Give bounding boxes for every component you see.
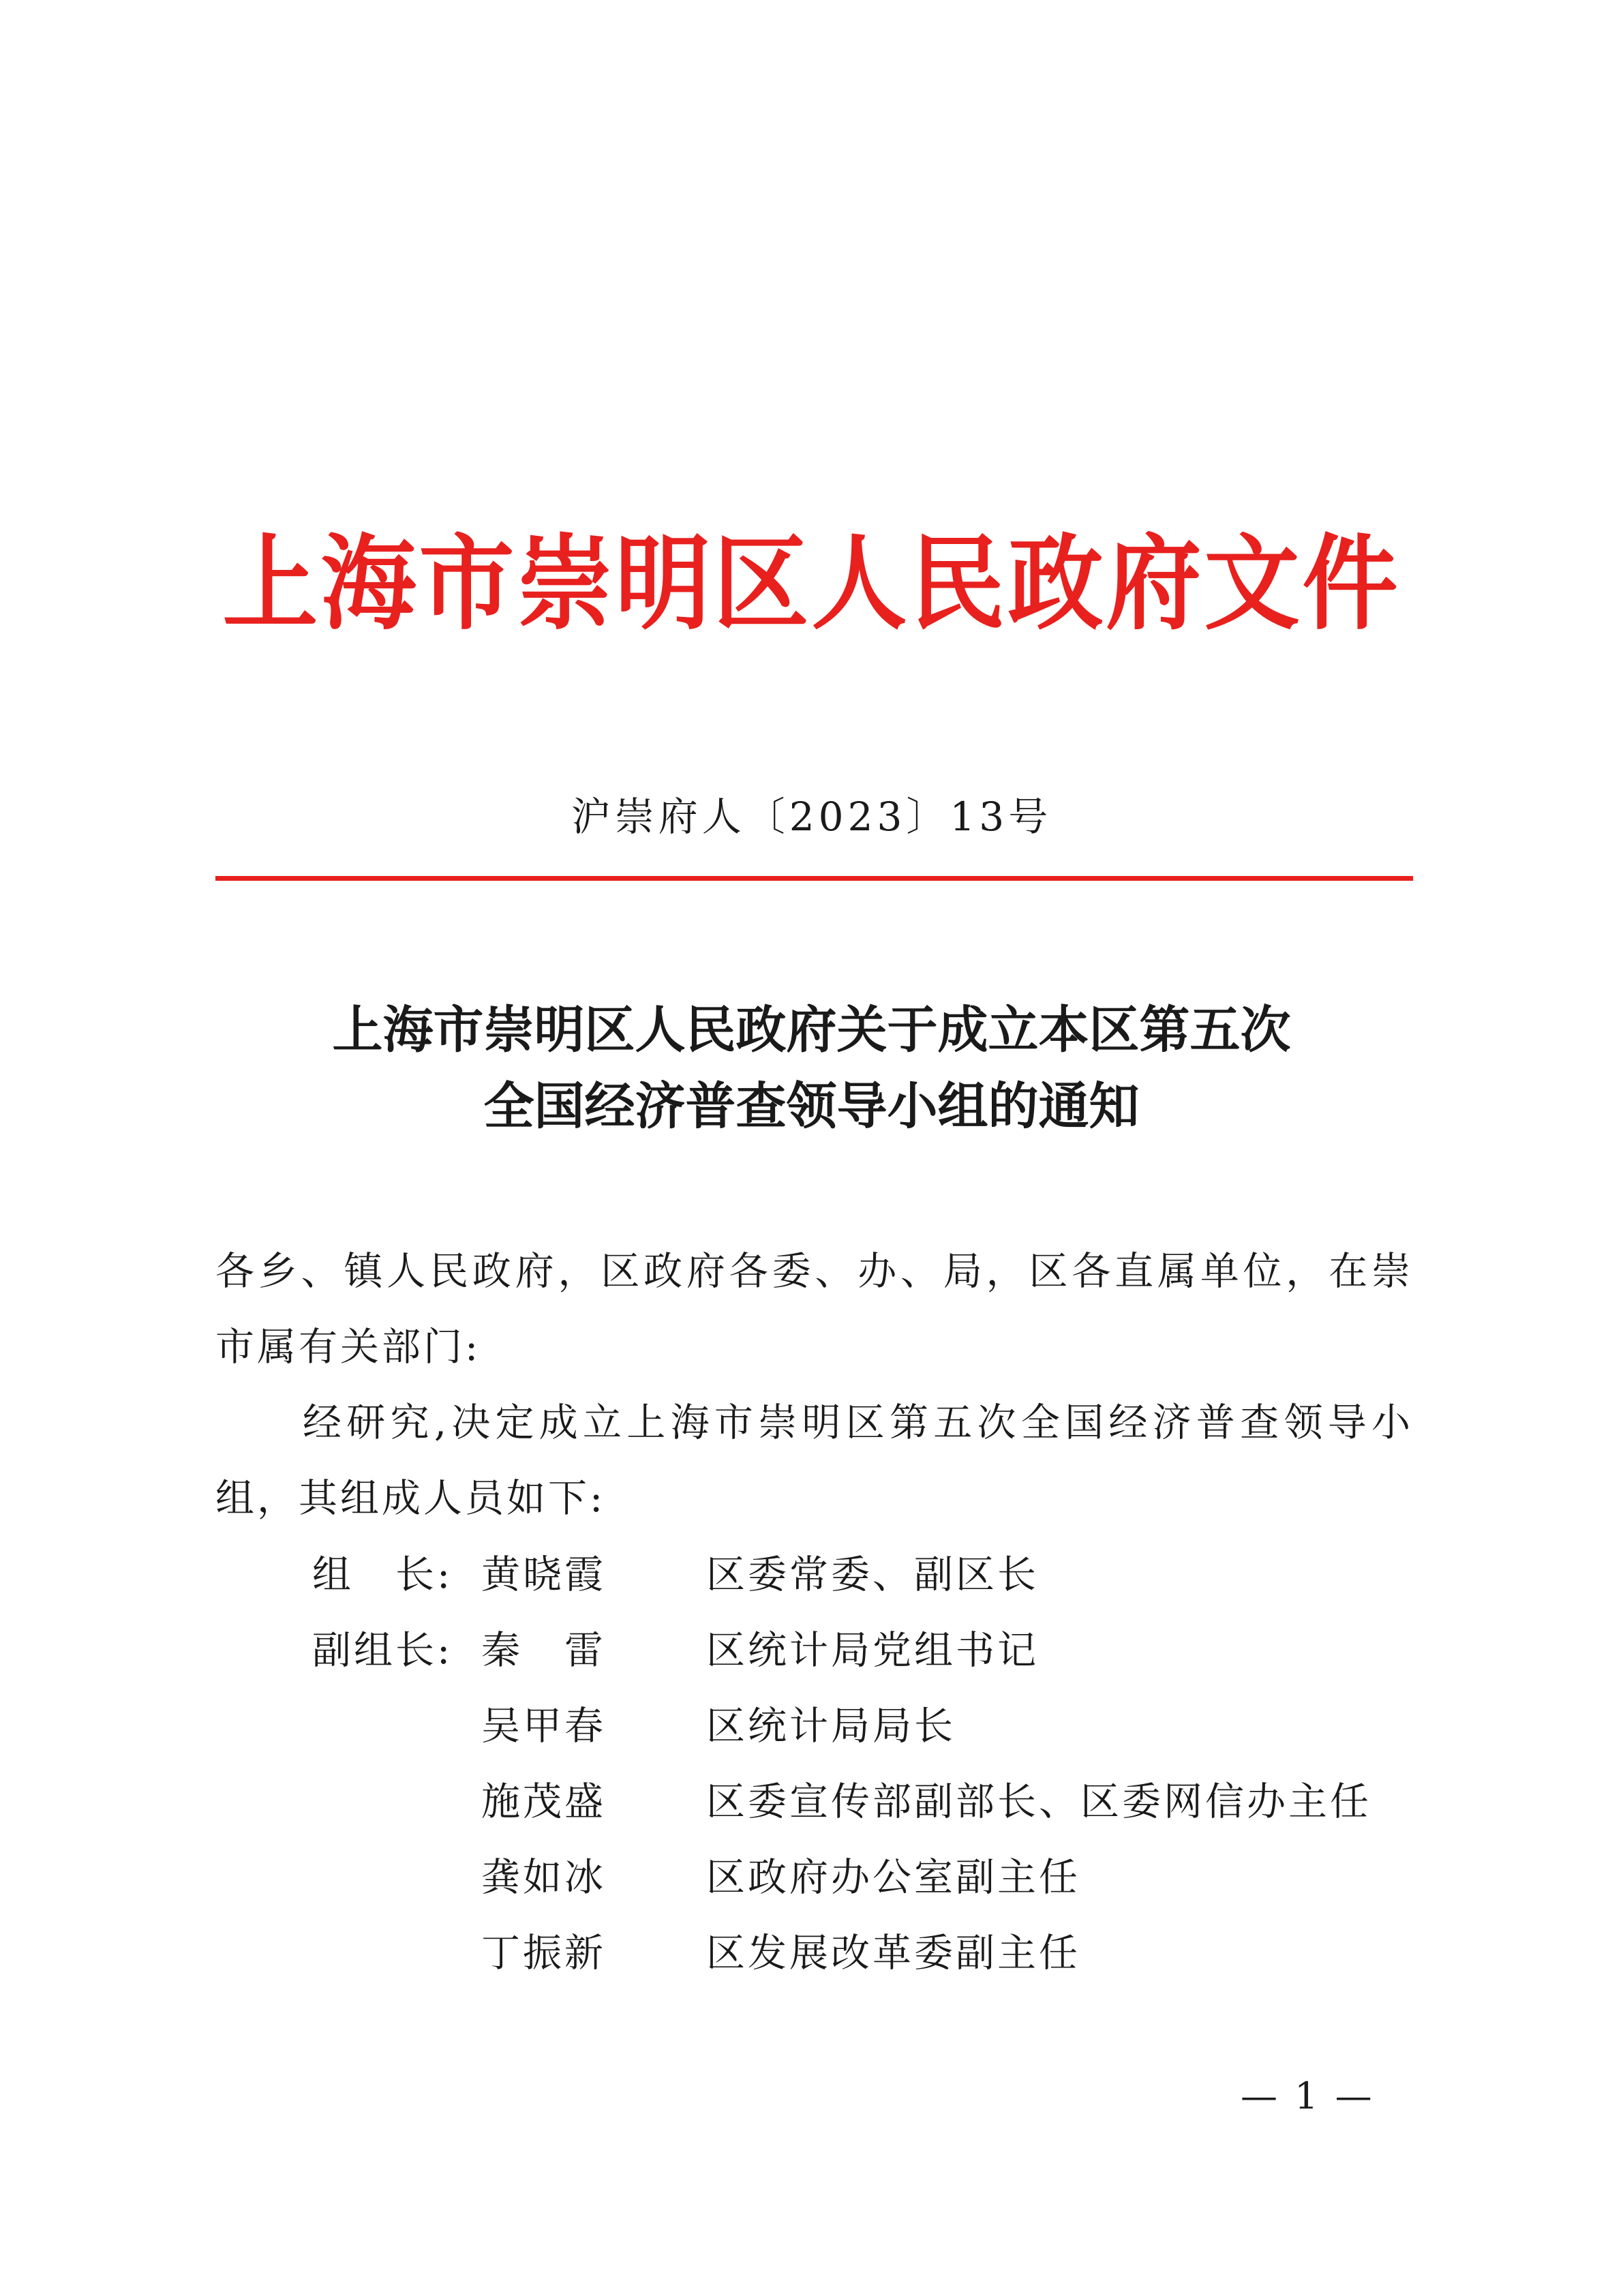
page-number: — 1 — (1241, 2074, 1375, 2117)
member-name: 施茂盛 (481, 1779, 606, 1824)
notice-body (215, 1234, 1413, 1537)
document-number: 沪崇府人〔2023〕13号 (571, 794, 1052, 840)
member-position: 区发展改革委副主任 (706, 1931, 1080, 1976)
member-position: 区统计局党组书记 (706, 1628, 1039, 1673)
member-role: 组 长: (312, 1552, 453, 1597)
member-name: 丁振新 (481, 1931, 606, 1976)
title-line-2: 全国经济普查领导小组的通知 (483, 1077, 1140, 1136)
document-masthead: 上海市崇明区人民政府文件 (222, 524, 1401, 645)
member-row (215, 1689, 1413, 1764)
notice-title (0, 992, 1623, 1145)
member-role: 副组长: (312, 1628, 453, 1673)
member-list (215, 1537, 1413, 1991)
member-name: 黄晓霞 (481, 1552, 606, 1597)
member-name: 吴甲春 (481, 1704, 606, 1749)
red-divider-line (215, 876, 1413, 881)
member-position: 区统计局局长 (706, 1704, 956, 1749)
member-name: 龚如冰 (481, 1855, 606, 1900)
member-position: 区政府办公室副主任 (706, 1855, 1080, 1900)
member-position: 区委宣传部副部长、区委网信办主任 (706, 1779, 1371, 1824)
member-position: 区委常委、副区长 (706, 1552, 1039, 1597)
member-row (215, 1764, 1413, 1840)
member-name: 秦 雷 (481, 1628, 606, 1673)
member-row (215, 1537, 1413, 1613)
body-paragraph: 经研究,决定成立上海市崇明区第五次全国经济普查领导小组，其组成人员如下: (215, 1400, 1413, 1521)
member-row (215, 1916, 1413, 1991)
addressee: 各乡、镇人民政府，区政府各委、办、局，区各直属单位，在崇市属有关部门: (215, 1249, 1413, 1370)
member-row (215, 1613, 1413, 1689)
title-line-1: 上海市崇明区人民政府关于成立本区第五次 (332, 1001, 1291, 1059)
member-row (215, 1840, 1413, 1916)
